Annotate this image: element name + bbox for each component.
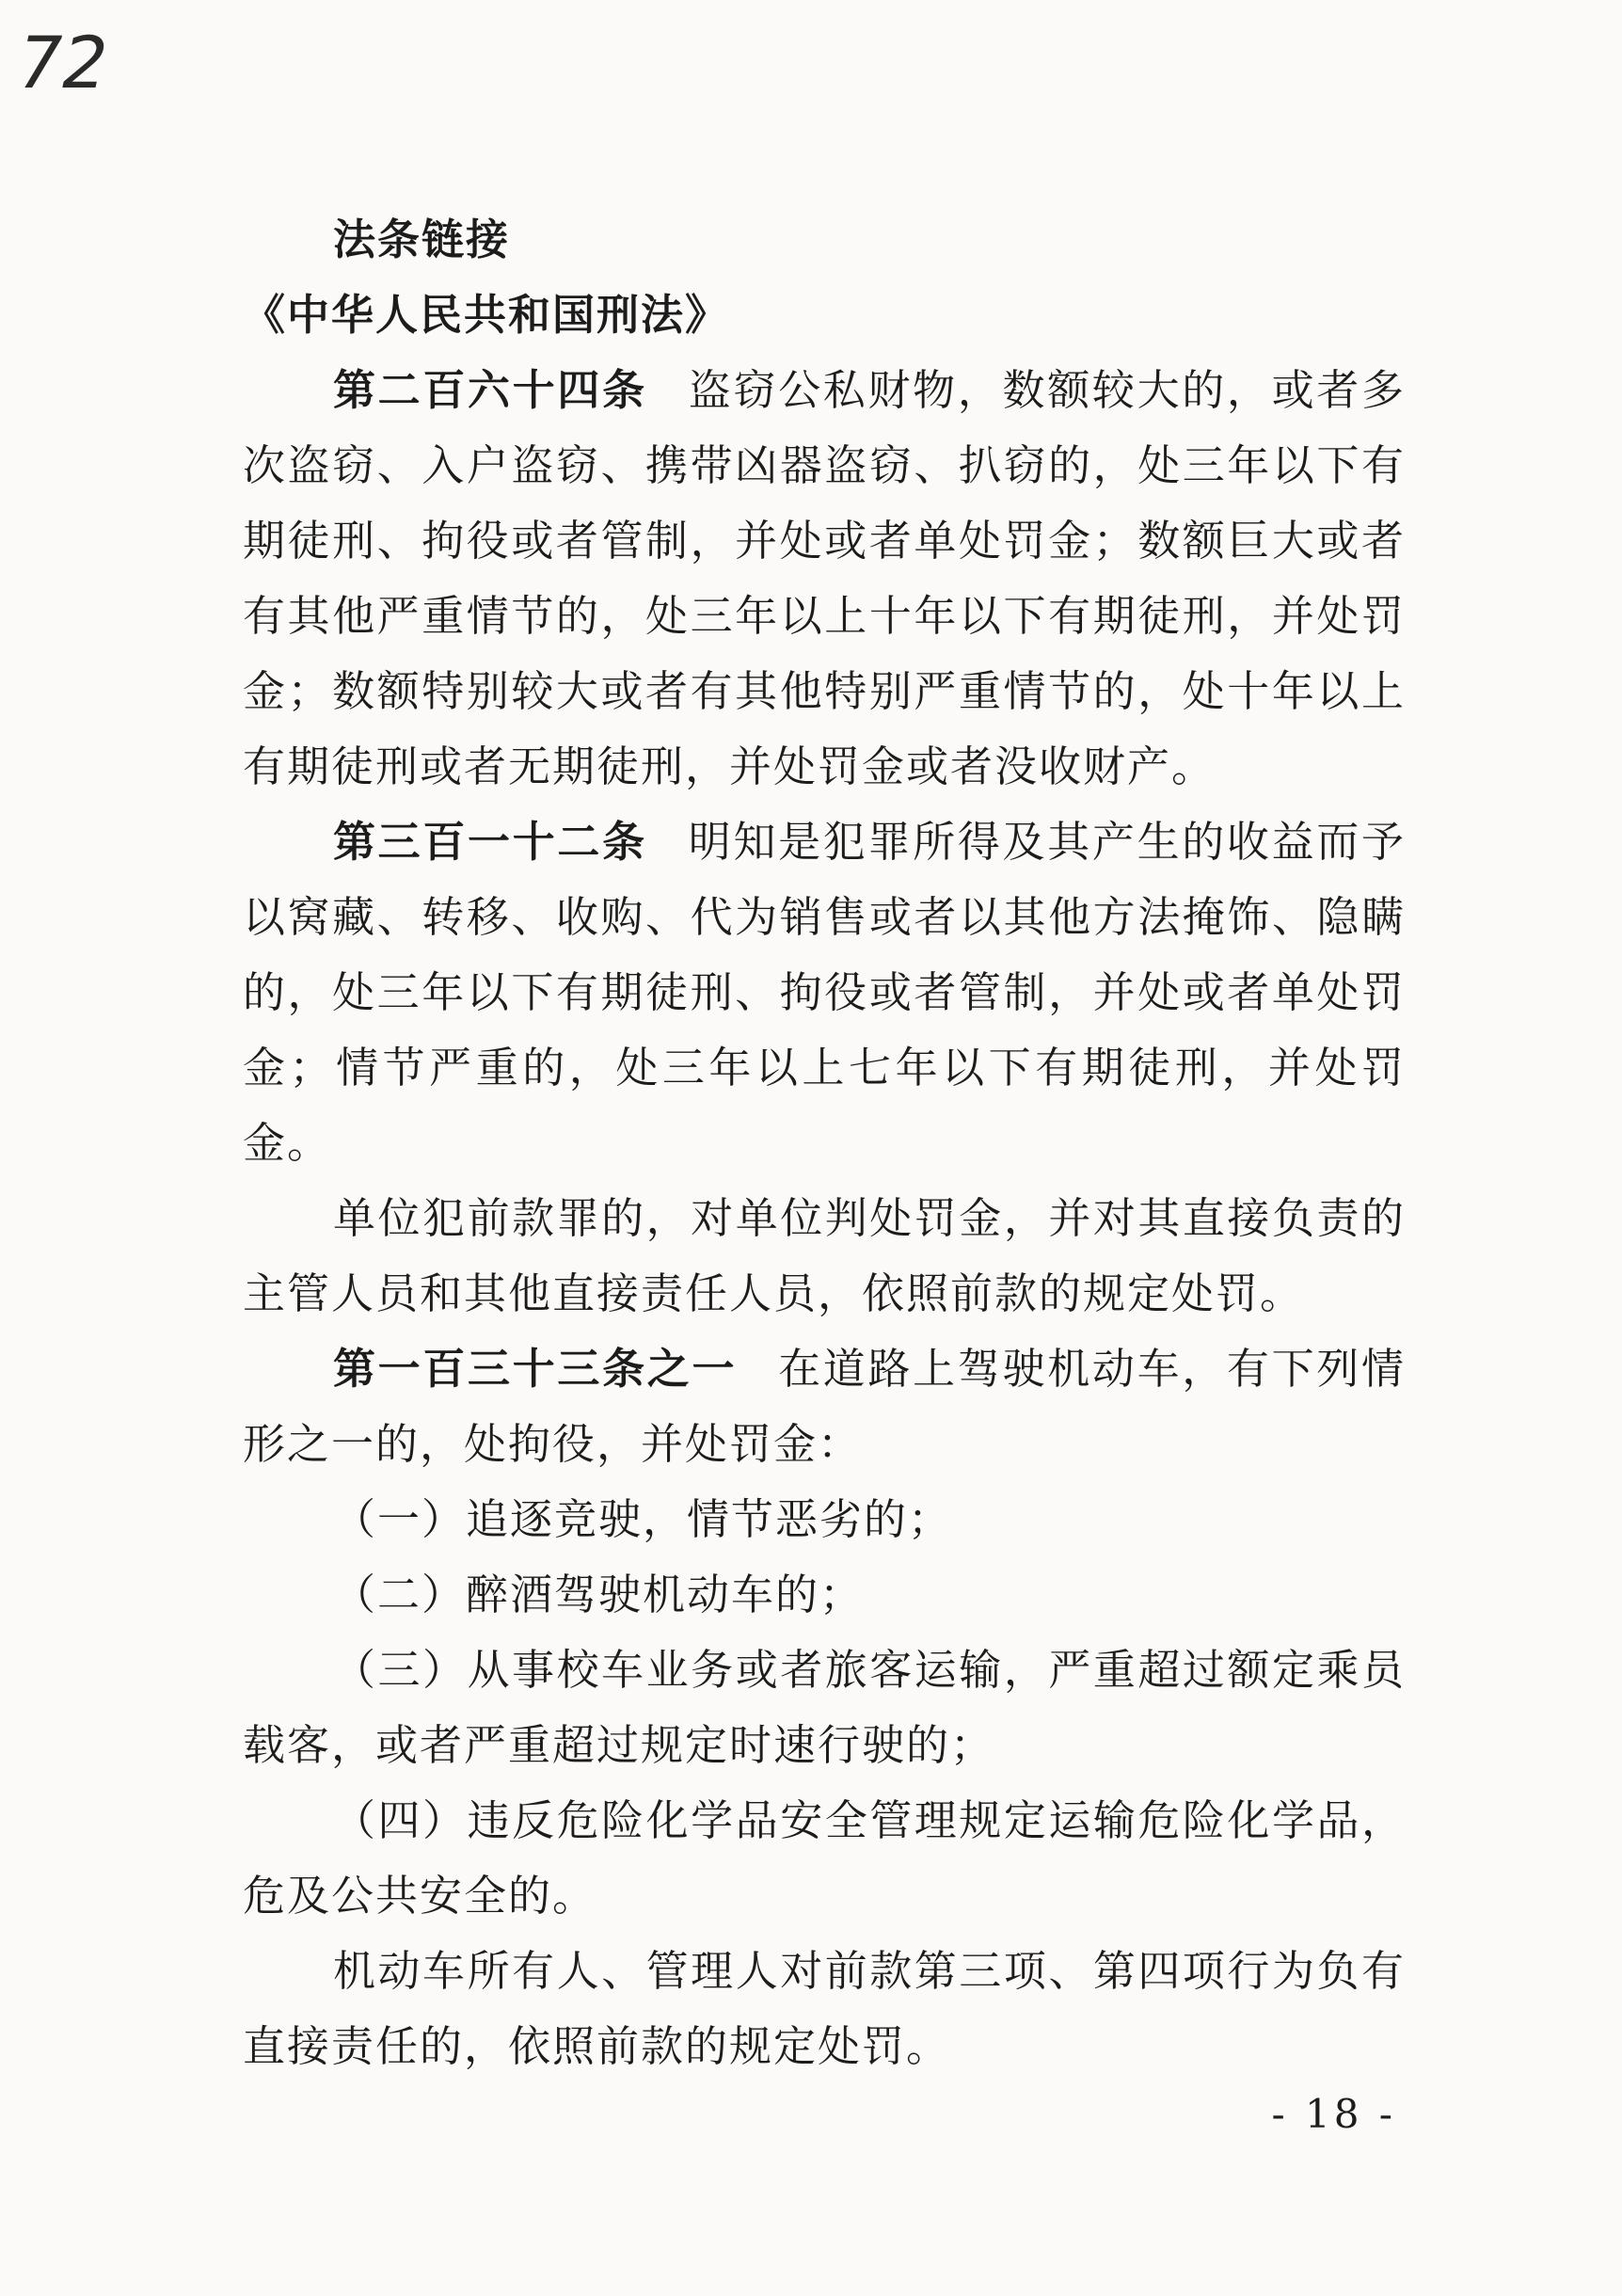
document-body — [243, 202, 1406, 2084]
list-item: （二）醉酒驾驶机动车的； — [333, 1570, 865, 1619]
article-264-text: 盗窃公私财物，数额较大的，或者多次盗窃、入户盗窃、携带凶器盗窃、扒窃的，处三年以下有期徒刑、拘役或者管制，并处或者单处罚金；数额巨大或者有其他严重情节的，处三年以上十年以下有期徒刑，并处罚金；数额特别较大或者有其他特别严重情节的，处十年以上有期徒刑或者无期徒刑，并处罚金或者没收财产。 — [243, 365, 1406, 791]
article-133-1-label: 第一百三十三条之一 — [333, 1344, 738, 1394]
article-312 — [243, 805, 1406, 1181]
list-item: （四）违反危险化学品安全管理规定运输危险化学品，危及公共安全的。 — [243, 1795, 1406, 1921]
handwritten-page-number: 72 — [8, 21, 118, 104]
section-heading: 法条链接 — [333, 215, 511, 264]
list-item: （一）追逐竞驶，情节恶劣的； — [333, 1494, 953, 1544]
article-133-1 — [243, 1331, 1406, 1482]
article-133-1-para2: 机动车所有人、管理人对前款第三项、第四项行为负有直接责任的，依照前款的规定处罚。 — [243, 1946, 1406, 2071]
article-264 — [243, 353, 1406, 805]
article-312-label: 第三百一十二条 — [333, 817, 647, 867]
law-title: 《中华人民共和国刑法》 — [243, 290, 730, 340]
article-133-1-text: 在道路上驾驶机动车，有下列情形之一的，处拘役，并处罚金： — [243, 1344, 1406, 1469]
page-number: - 18 - — [1271, 2091, 1396, 2137]
article-312-text: 明知是犯罪所得及其产生的收益而予以窝藏、转移、收购、代为销售或者以其他方法掩饰、隐瞒的，处三年以下有期徒刑、拘役或者管制，并处或者单处罚金；情节严重的，处三年以上七年以下有期徒刑，并处罚金。 — [243, 817, 1406, 1168]
article-264-label: 第二百六十四条 — [333, 365, 647, 415]
article-312-para2: 单位犯前款罪的，对单位判处罚金，并对其直接负责的主管人员和其他直接责任人员，依照前款的规定处罚。 — [243, 1193, 1406, 1318]
list-item: （三）从事校车业务或者旅客运输，严重超过额定乘员载客，或者严重超过规定时速行驶的； — [243, 1645, 1406, 1770]
